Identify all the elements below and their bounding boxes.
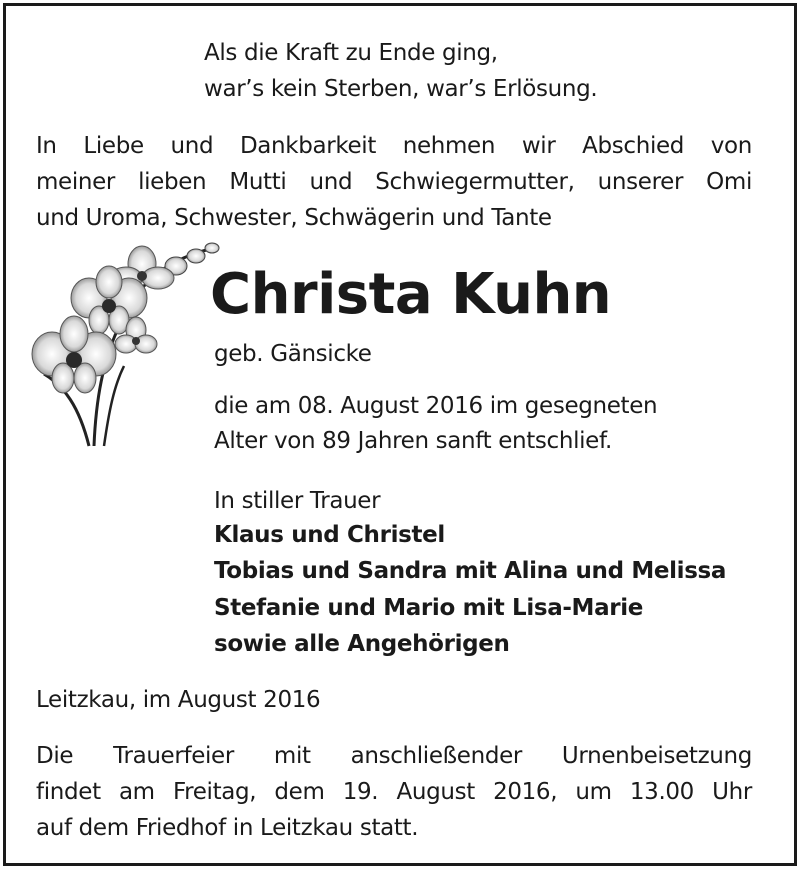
mourner-name: sowie alle Angehörigen — [214, 631, 510, 657]
birth-name: geb. Gänsicke — [214, 341, 372, 367]
obituary-notice — [3, 3, 797, 866]
ceremony-line-3: auf dem Friedhof in Leitzkau statt. — [36, 815, 419, 841]
ceremony-line-2: findet am Freitag, dem 19. August 2016, um 13.00 Uhr — [36, 779, 752, 805]
death-line-2: Alter von 89 Jahren sanft entschlief. — [214, 428, 612, 454]
intro-line-3: und Uroma, Schwester, Schwägerin und Tante — [36, 205, 552, 231]
verse-line-1: Als die Kraft zu Ende ging, — [204, 40, 498, 66]
mourner-name: Stefanie und Mario mit Lisa-Marie — [214, 595, 644, 621]
intro-line-1: In Liebe und Dankbarkeit nehmen wir Abschied von — [36, 133, 752, 159]
intro-line-2: meiner lieben Mutti und Schwiegermutter, unserer Omi — [36, 169, 752, 195]
orchid-icon — [24, 236, 229, 451]
ceremony-line-1: Die Trauerfeier mit anschließender Urnenbeisetzung — [36, 743, 752, 769]
mourner-name: Klaus und Christel — [214, 522, 445, 548]
verse-line-2: war’s kein Sterben, war’s Erlösung. — [204, 76, 598, 102]
mourners-heading: In stiller Trauer — [214, 488, 381, 514]
mourner-name: Tobias und Sandra mit Alina und Melissa — [214, 558, 727, 584]
deceased-name: Christa Kuhn — [210, 262, 612, 327]
place-date: Leitzkau, im August 2016 — [36, 687, 321, 713]
death-line-1: die am 08. August 2016 im gesegneten — [214, 393, 658, 419]
